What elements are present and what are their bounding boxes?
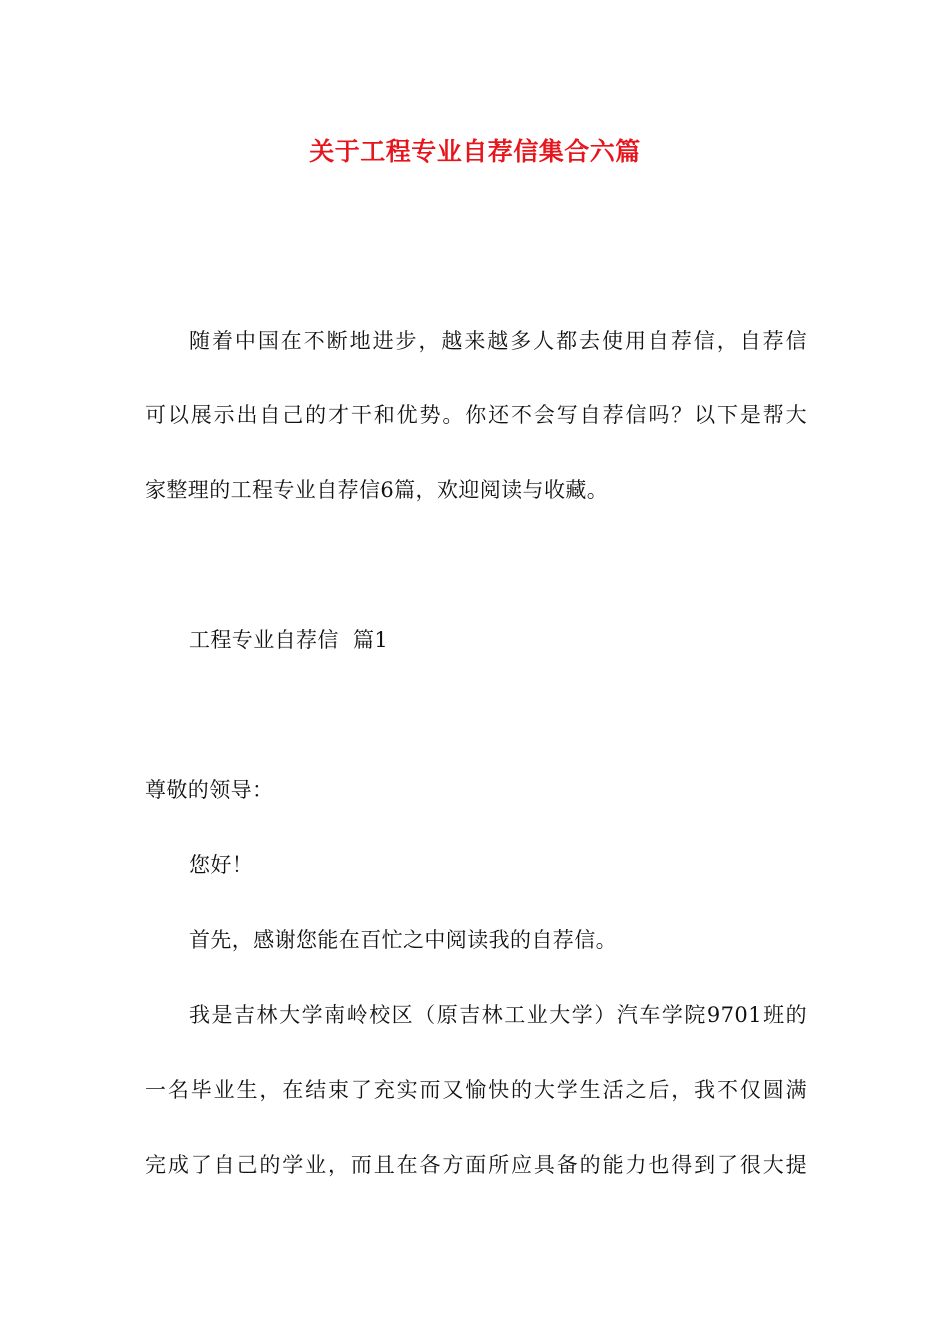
- paragraph-2-line-2: 一名毕业生，在结束了充实而又愉快的大学生活之后，我不仅圆满: [145, 1078, 807, 1102]
- greeting: 您好！: [189, 853, 254, 877]
- intro-line-1: 随着中国在不断地进步，越来越多人都去使用自荐信，自荐信: [189, 329, 807, 353]
- intro-line-2: 可以展示出自己的才干和优势。你还不会写自荐信吗？以下是帮大: [145, 403, 807, 427]
- paragraph-2-line-3: 完成了自己的学业，而且在各方面所应具备的能力也得到了很大提: [145, 1153, 807, 1177]
- section-heading: 工程专业自荐信 篇1: [189, 628, 389, 652]
- intro-line-3: 家整理的工程专业自荐信6篇，欢迎阅读与收藏。: [145, 478, 609, 502]
- salutation: 尊敬的领导：: [145, 778, 274, 802]
- paragraph-2-line-1: 我是吉林大学南岭校区（原吉林工业大学）汽车学院9701班的: [189, 1003, 807, 1027]
- paragraph-1: 首先，感谢您能在百忙之中阅读我的自荐信。: [189, 928, 617, 952]
- document-title: 关于工程专业自荐信集合六篇: [309, 137, 641, 166]
